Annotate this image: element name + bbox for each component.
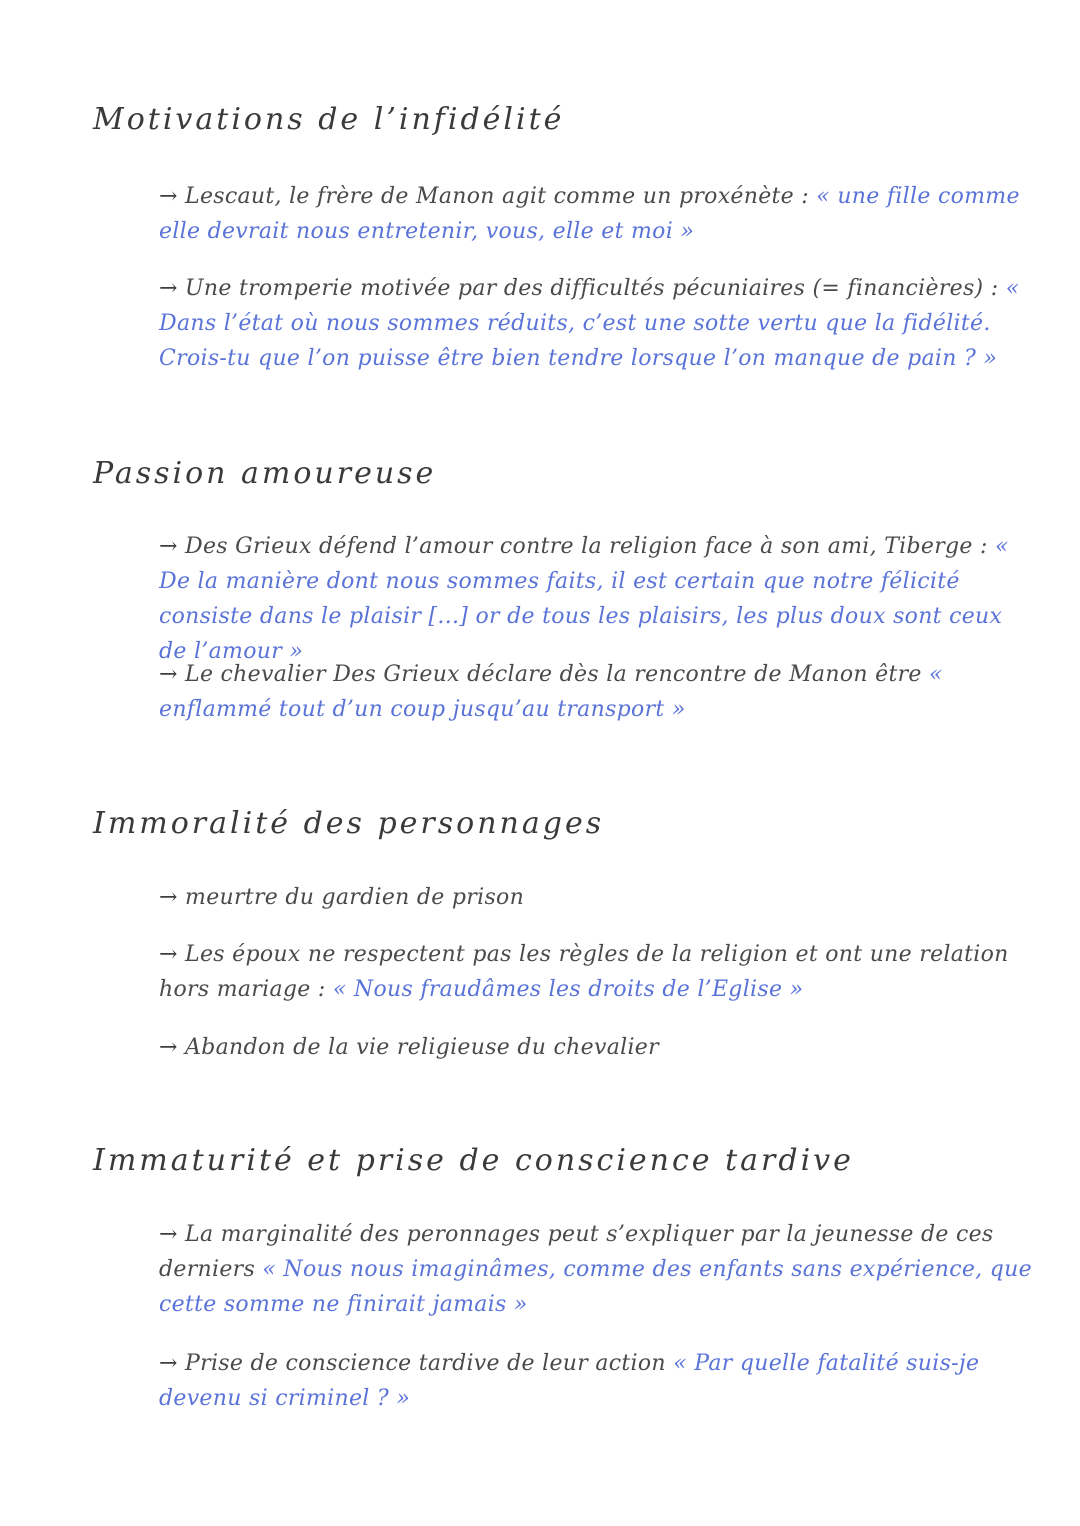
section-title: Immoralité des personnages [93,806,605,841]
list-item [159,1217,1034,1322]
item-quote: « enflammé tout d’un coup jusqu’au transport » [159,662,943,722]
arrow-icon: → [159,184,178,209]
item-quote: « Par quelle fatalité suis-je devenu si criminel ? » [159,1351,980,1411]
item-quote: « Dans l’état où nous sommes réduits, c’est une sotte vertu que la fidélité. Crois-tu que l’on puisse être bien tendre lorsque l’on manque de pain ? » [159,276,1020,371]
section-title: Motivations de l’infidélité [93,102,565,137]
item-text: Lescaut, le frère de Manon agit comme un proxénète : [185,184,817,209]
arrow-icon: → [159,1035,178,1060]
arrow-icon: → [159,1222,178,1247]
list-item [159,271,1034,376]
item-text: Abandon de la vie religieuse du chevalier [185,1035,659,1060]
arrow-icon: → [159,942,178,967]
item-text: La marginalité des peronnages peut s’expliquer par la jeunesse de ces derniers [159,1222,994,1282]
arrow-icon: → [159,1351,178,1376]
item-text: Les époux ne respectent pas les règles de la religion et ont une relation hors mariage : [159,942,1009,1002]
section-title: Immaturité et prise de conscience tardive [93,1143,854,1178]
list-item [159,937,1034,1007]
section-title: Passion amoureuse [93,456,437,491]
item-text: Une tromperie motivée par des difficultés pécuniaires (= financières) : [185,276,1006,301]
list-item [159,1030,1034,1065]
item-quote: « une fille comme elle devrait nous entretenir, vous, elle et moi » [159,184,1020,244]
item-text: Des Grieux défend l’amour contre la religion face à son ami, Tiberge : [185,534,996,559]
arrow-icon: → [159,276,178,301]
list-item [159,529,1034,669]
arrow-icon: → [159,662,178,687]
item-quote: « De la manière dont nous sommes faits, il est certain que notre félicité consiste dans le plaisir [...] or de tous les plaisirs, les plus doux sont ceux de l’amour » [159,534,1009,664]
arrow-icon: → [159,534,178,559]
arrow-icon: → [159,885,178,910]
list-item [159,880,1034,915]
item-quote: « Nous fraudâmes les droits de l’Eglise » [332,977,804,1002]
item-text: meurtre du gardien de prison [185,885,525,910]
item-text: Le chevalier Des Grieux déclare dès la rencontre de Manon être [185,662,930,687]
item-text: Prise de conscience tardive de leur action [185,1351,674,1376]
list-item [159,179,1034,249]
list-item [159,657,1034,727]
list-item [159,1346,1034,1416]
item-quote: « Nous nous imaginâmes, comme des enfants sans expérience, que cette somme ne finirait jamais » [159,1257,1032,1317]
